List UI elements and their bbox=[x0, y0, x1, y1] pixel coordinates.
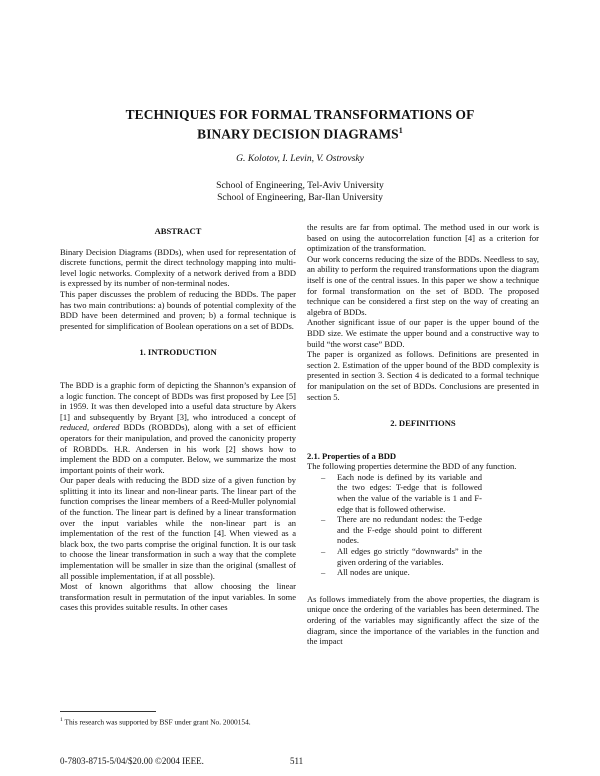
intro-paragraph-4: the results are far from optimal. The method used in our work is based on using the autocorrelation function [4] as a criterion for optimization of the transformation. bbox=[307, 222, 539, 254]
list-item: – There are no redundant nodes: the T-edge and the F-edge should point to different nodes. bbox=[307, 514, 482, 546]
intro-p1-part-b: BDDs (ROBDDs), along with a set of efficient operators for their manipulation, and proved the canonicity property of ROBDDs. H.R. Andersen in his work [2] shows how to implement the BDD on a computer. Below, we summarize the most important points of their work. bbox=[60, 422, 296, 475]
list-item: – All nodes are unique. bbox=[307, 567, 482, 578]
paper-title bbox=[60, 107, 540, 142]
right-column bbox=[307, 222, 539, 647]
page-number: 511 bbox=[290, 756, 304, 766]
footnote bbox=[60, 717, 296, 726]
intro-paragraph-1 bbox=[60, 380, 296, 475]
abstract-heading: ABSTRACT bbox=[154, 226, 202, 236]
properties-intro: The following properties determine the BDD of any function. bbox=[307, 461, 517, 472]
affiliations bbox=[60, 180, 540, 204]
intro-p1-emphasis: reduced, ordered bbox=[60, 422, 120, 433]
author-list: G. Kolotov, I. Levin, V. Ostrovsky bbox=[236, 153, 364, 164]
title-footnote-mark: 1 bbox=[398, 126, 403, 135]
intro-paragraph-3: Most of known algorithms that allow choosing the linear transformation result in permutation of the input variables. In some cases this provides suitable results. In other cases bbox=[60, 581, 296, 613]
definitions-heading: 2. DEFINITIONS bbox=[390, 418, 456, 429]
left-column bbox=[60, 226, 296, 613]
footnote-text: This research was supported by BSF under grant No. 2000154. bbox=[62, 717, 251, 727]
footnote-mark: 1 bbox=[60, 717, 63, 723]
title-line-2: BINARY DECISION DIAGRAMS bbox=[197, 126, 399, 142]
intro-paragraph-6: Another significant issue of our paper is the upper bound of the BDD size. We estimate the upper bound and a constructive way to build “the worst case” BDD. bbox=[307, 317, 539, 349]
properties-list bbox=[307, 472, 539, 578]
abstract-paragraph-2: This paper discusses the problem of reducing the BDDs. The paper has two main contributions: a) bounds of potential complexity of the BDD have been determined and proven; b) a formal technique is presented for simplification of Boolean operations on a set of BDDs. bbox=[60, 288, 296, 331]
footnote-divider bbox=[60, 711, 156, 712]
list-item: – All edges go strictly “downwards” in the given ordering of the variables. bbox=[307, 546, 482, 567]
list-item: – Each node is defined by its variable and the two edges: T-edge that is followed when the value of the variable is 1 and F-edge that is followed otherwise. bbox=[307, 472, 482, 514]
properties-subheading: 2.1. Properties of a BDD bbox=[307, 450, 397, 461]
affiliation-2: School of Engineering, Bar-Ilan University bbox=[217, 192, 383, 203]
properties-after-paragraph: As follows immediately from the above properties, the diagram is unique once the ordering of the variables has been determined. The ordering of the variables may significantly affect the size of the diagram, since the importance of the variables in the function and the impact bbox=[307, 593, 539, 647]
introduction-heading: 1. INTRODUCTION bbox=[139, 347, 217, 358]
intro-paragraph-7: The paper is organized as follows. Definitions are presented in section 2. Estimation of the upper bound of the BDD complexity is presented in section 3. Section 4 is dedicated to a formal technique for manipulation on the set of BDDs. Conclusions are presented in section 5. bbox=[307, 349, 539, 402]
intro-p1-part-a: The BDD is a graphic form of depicting the Shannon’s expansion of a logic function. The concept of BDDs was first proposed by Lee [5] in 1959. It was then developed into a useful data structure by Akers [1] and subsequently by Bryant [3], who introduced a concept of bbox=[60, 379, 296, 422]
intro-paragraph-2: Our paper deals with reducing the BDD size of a given function by splitting it into its linear and non-linear parts. The linear part of the function comprises the linear members of a Reed-Muller polynomial of the function. The linear part is defined by a linear transformation over the input variables while the non-linear part is an implementation of the rest of the function [4]. When viewed as a black box, the two parts comprise the original function. It is our task to choose the linear transformation in such a way that the complete implementation will be smaller in size than the original (smallest of all possible implementation, if at all possble). bbox=[60, 475, 296, 581]
title-line-1: TECHNIQUES FOR FORMAL TRANSFORMATIONS OF bbox=[125, 107, 475, 122]
affiliation-1: School of Engineering, Tel-Aviv University bbox=[216, 180, 384, 191]
abstract-paragraph-1: Binary Decision Diagrams (BDDs), when used for representation of discrete functions, permit the direct technology mapping into multi-level logic networks. Complexity of a network derived from a BDD is expressed by its number of non-terminal nodes. bbox=[60, 246, 296, 289]
copyright-line: 0-7803-8715-5/04/$20.00 ©2004 IEEE. bbox=[60, 756, 204, 766]
intro-paragraph-5: Our work concerns reducing the size of the BDDs. Needless to say, an ability to perform the required transformations upon the diagram itself is one of the central issues. In this paper we show a technique for formal transformation on the set of BDD. The proposed technique can be considered a first step on the way of creating an algebra of BDDs. bbox=[307, 253, 539, 317]
